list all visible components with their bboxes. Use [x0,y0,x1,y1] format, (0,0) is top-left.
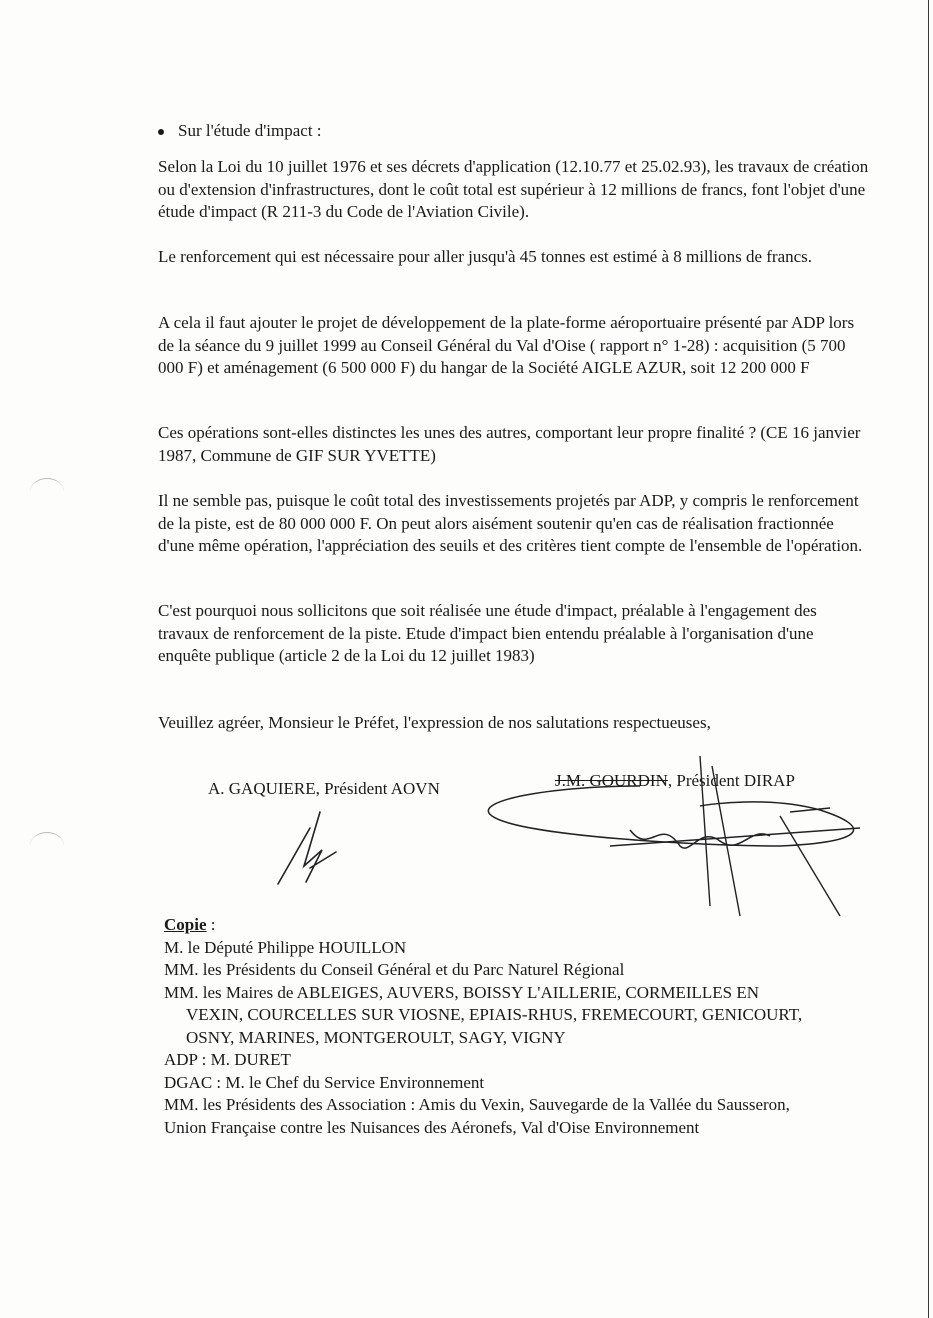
signature-right-scribble [450,746,870,926]
copy-title-suffix: : [206,915,216,934]
copy-header [164,914,894,937]
punch-hole-mark [30,478,64,505]
copy-line: ADP : M. DURET [164,1050,291,1069]
paragraph: A cela il faut ajouter le projet de développement de la plate-forme aéroportuaire présenté par ADP lors de la séance du 9 juillet 1999 au Conseil Général du Val d'Oise ( rapport n° 1-28) : acquisition (5 700 000 F) et aménagement (6 500 000 F) du hangar de la Société AIGLE AZUR, soit 12 200 000 F [158,313,855,377]
bullet-icon [158,129,164,135]
paragraph: Ces opérations sont-elles distinctes les unes des autres, comportant leur propre finalité ? (CE 16 janvier 1987, Commune de GIF SUR YVETTE) [158,423,861,465]
copy-line: VEXIN, COURCELLES SUR VIOSNE, EPIAIS-RHUS, FREMECOURT, GENICOURT, [186,1005,803,1024]
punch-hole-mark [30,832,64,859]
signatory-right-name: J.M. GOURDIN [555,771,668,790]
copy-list [164,914,894,1139]
paragraph: C'est pourquoi nous sollicitons que soit réalisée une étude d'impact, préalable à l'engagement des travaux de renforcement de la piste. Etude d'impact bien entendu préalable à l'organisation d'une enquête publique (article 2 de la Loi du 12 juillet 1983) [158,601,817,665]
copy-line: MM. les Maires de ABLEIGES, AUVERS, BOISSY L'AILLERIE, CORMEILLES EN [164,982,760,1002]
copy-line: MM. les Présidents des Association : Amis du Vexin, Sauvegarde de la Vallée du Sausseron, [164,1095,790,1114]
signatory-right-title: , Président DIRAP [667,771,795,790]
closing-line: Veuillez agréer, Monsieur le Préfet, l'expression de nos salutations respectueuses, [158,713,711,732]
paragraph: Selon la Loi du 10 juillet 1976 et ses décrets d'application (12.10.77 et 25.02.93), les travaux de création ou d'extension d'infrastructures, dont le coût total est supérieur à 12 millions de francs, font l'objet d'une étude d'impact (R 211-3 du Code de l'Aviation Civile). [158,157,869,221]
copy-line: MM. les Présidents du Conseil Général et du Parc Naturel Régional [164,960,625,979]
signatory-left: A. GAQUIERE, Président AOVN [208,779,440,798]
copy-line: DGAC : M. le Chef du Service Environnement [164,1072,485,1092]
copy-line: OSNY, MARINES, MONTGEROULT, SAGY, VIGNY [186,1027,566,1047]
copy-title: Copie [164,915,207,934]
copy-line: Union Française contre les Nuisances des Aéronefs, Val d'Oise Environnement [164,1117,700,1137]
signature-left-scribble [270,808,350,888]
bullet-heading [158,120,322,143]
paragraph: Le renforcement qui est nécessaire pour aller jusqu'à 45 tonnes est estimé à 8 millions de francs. [158,247,813,266]
paragraph: Il ne semble pas, puisque le coût total des investissements projetés par ADP, y compris le renforcement de la piste, est de 80 000 000 F. On peut alors aisément soutenir qu'en cas de réalisation fractionnée d'une même opération, l'appréciation des seuils et des critères tient compte de l'ensemble de l'opération. [158,491,863,555]
copy-line: M. le Député Philippe HOUILLON [164,937,407,957]
page-edge-line [928,0,929,1318]
bullet-heading-text: Sur l'étude d'impact : [178,121,322,140]
